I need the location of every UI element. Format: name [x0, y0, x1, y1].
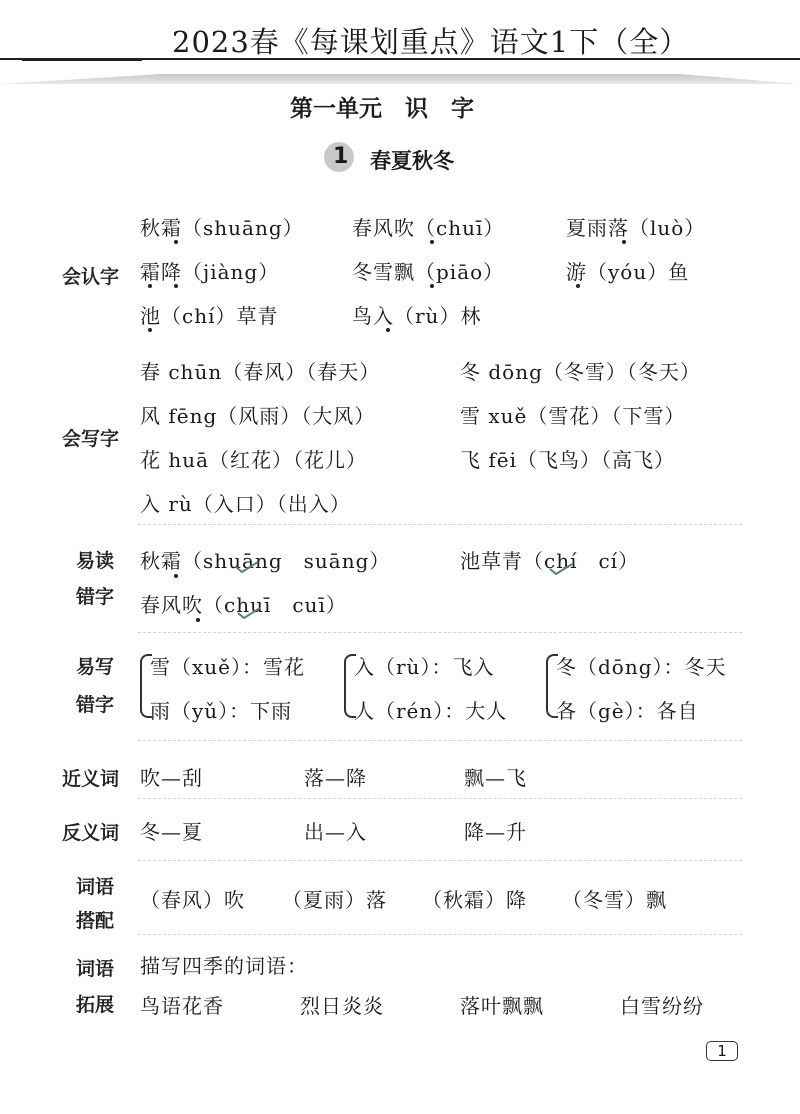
miswrite-item: 各（gè）：各自: [556, 699, 699, 723]
miswrite-item: 雨（yǔ）：下雨: [150, 699, 293, 723]
antonym-item: 出—入: [304, 820, 367, 844]
separator: [138, 798, 742, 799]
write-item: 花 huā（红花）（花儿）: [140, 448, 368, 472]
check-icon: [548, 562, 574, 576]
emphasis-dot: [430, 284, 434, 288]
synonym-item: 落—降: [304, 766, 367, 790]
emphasis-dot: [576, 284, 580, 288]
recognize-item: 冬雪飘（piāo）: [352, 260, 505, 284]
emphasis-dot: [386, 328, 390, 332]
write-item: 飞 fēi（飞鸟）（高飞）: [460, 448, 675, 472]
separator: [138, 632, 742, 633]
section-label-extension: 词语: [76, 958, 115, 980]
recognize-item: 霜降（jiàng）: [140, 260, 280, 284]
section-label-collocation: 搭配: [76, 910, 115, 932]
write-item: 入 rù（入口）（出入）: [140, 492, 351, 516]
miswrite-item: 雪（xuě）：雪花: [150, 655, 305, 679]
misread-item: 池草青（chí cí）: [460, 549, 640, 573]
emphasis-dot: [148, 284, 152, 288]
header-band-cut-left: [0, 74, 160, 84]
emphasis-dot: [174, 284, 178, 288]
collocation-item: （春风）吹: [140, 888, 245, 912]
section-label-collocation: 词语: [76, 876, 115, 898]
synonym-item: 飘—飞: [464, 766, 527, 790]
section-label-miswrite: 易写: [76, 656, 115, 678]
recognize-item: 秋霜（shuāng）: [140, 216, 304, 240]
section-label-extension: 拓展: [76, 994, 115, 1016]
section-label-write: 会写字: [62, 428, 120, 450]
emphasis-dot: [622, 240, 626, 244]
write-item: 风 fēng（风雨）（大风）: [140, 404, 376, 428]
collocation-item: （夏雨）落: [282, 888, 387, 912]
section-label-miswrite: 错字: [76, 694, 115, 716]
header-rule-left: [22, 60, 142, 61]
check-icon: [234, 560, 260, 574]
extension-item: 落叶飘飘: [460, 994, 544, 1018]
emphasis-dot: [174, 574, 178, 578]
synonym-item: 吹—刮: [140, 766, 203, 790]
emphasis-dot: [148, 328, 152, 332]
recognize-item: 春风吹（chuī）: [352, 216, 505, 240]
extension-item: 烈日炎炎: [300, 994, 384, 1018]
header-title: 2023春《每课划重点》语文1下（全）: [172, 25, 690, 59]
write-item: 冬 dōng（冬雪）（冬天）: [460, 360, 701, 384]
unit-title: 第一单元 识 字: [290, 96, 474, 122]
section-label-synonyms: 近义词: [62, 768, 120, 790]
page-number: 1: [706, 1041, 738, 1061]
extension-item: 鸟语花香: [140, 994, 224, 1018]
miswrite-item: 冬（dōng）：冬天: [556, 655, 727, 679]
recognize-item: 鸟入（rù）林: [352, 304, 482, 328]
antonym-item: 冬—夏: [140, 820, 203, 844]
separator: [138, 524, 742, 525]
recognize-item: 夏雨落（luò）: [566, 216, 706, 240]
collocation-item: （秋霜）降: [422, 888, 527, 912]
header-band-cut-right: [680, 74, 800, 84]
section-label-misread: 错字: [76, 586, 115, 608]
miswrite-item: 人（rén）：大人: [354, 699, 508, 723]
extension-item: 白雪纷纷: [620, 994, 704, 1018]
emphasis-dot: [174, 240, 178, 244]
write-item: 雪 xuě（雪花）（下雪）: [460, 404, 686, 428]
extension-intro: 描写四季的词语：: [140, 954, 308, 978]
separator: [138, 740, 742, 741]
check-icon: [236, 606, 262, 620]
separator: [138, 860, 742, 861]
section-label-recognize: 会认字: [62, 266, 120, 288]
section-label-antonyms: 反义词: [62, 822, 120, 844]
lesson-number: 1: [333, 144, 349, 169]
antonym-item: 降—升: [464, 820, 527, 844]
separator: [138, 934, 742, 935]
emphasis-dot: [196, 618, 200, 622]
emphasis-dot: [430, 240, 434, 244]
write-item: 春 chūn（春风）（春天）: [140, 360, 381, 384]
recognize-item: 游（yóu）鱼: [566, 260, 690, 284]
recognize-item: 池（chí）草青: [140, 304, 279, 328]
section-label-misread: 易读: [76, 550, 115, 572]
misread-item: 春风吹（chuī cuī）: [140, 593, 347, 617]
collocation-item: （冬雪）飘: [562, 888, 667, 912]
miswrite-item: 入（rù）：飞入: [354, 655, 495, 679]
misread-item: 秋霜（shuāng suāng）: [140, 549, 391, 573]
lesson-title: 春夏秋冬: [370, 149, 454, 173]
